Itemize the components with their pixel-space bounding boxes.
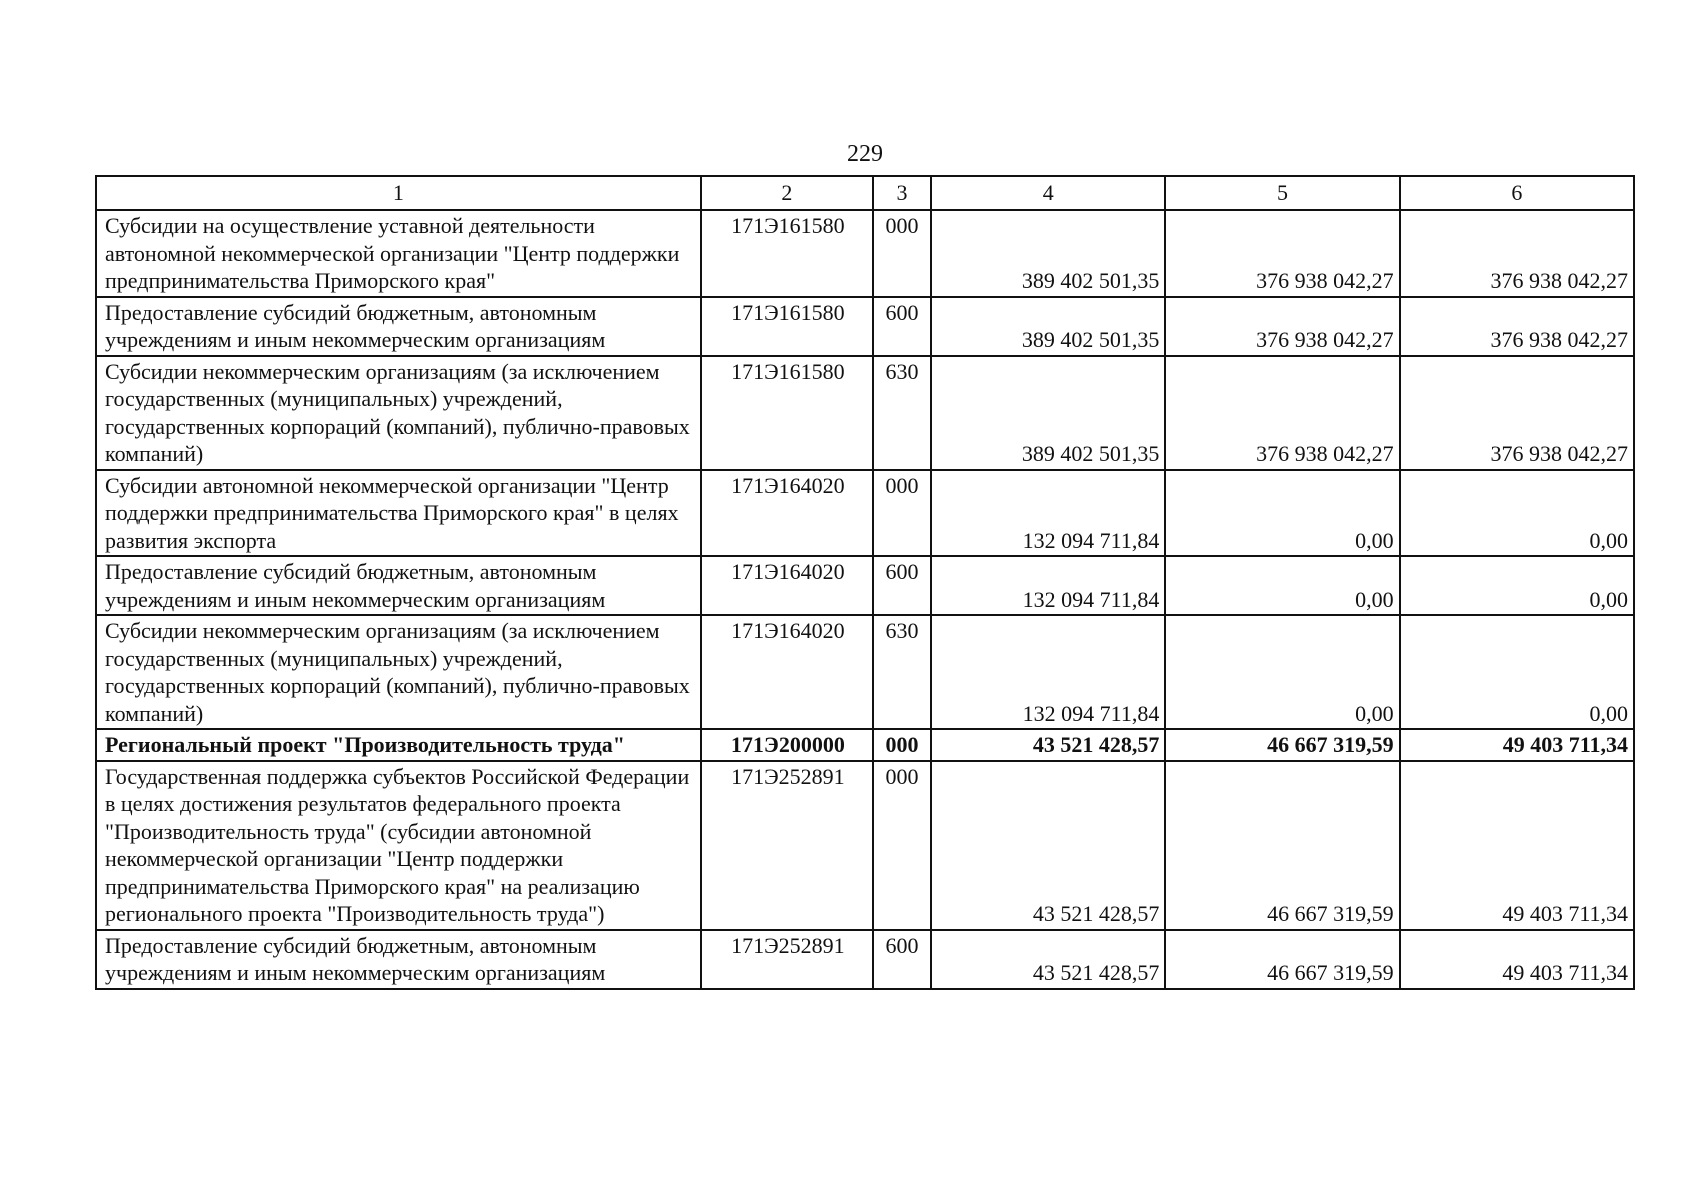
table-row bbox=[96, 470, 1634, 557]
column-header-6: 6 bbox=[1400, 176, 1634, 210]
row-value-col6-cell: 0,00 bbox=[1400, 470, 1634, 557]
column-header-2: 2 bbox=[701, 176, 873, 210]
row-value-col5-cell: 0,00 bbox=[1165, 470, 1399, 557]
row-name-cell: Предоставление субсидий бюджетным, автономным учреждениям и иным некоммерческим организациям bbox=[96, 297, 701, 356]
row-name-cell: Субсидии на осуществление уставной деятельности автономной некоммерческой организации "Центр поддержки предпринимательства Приморского края" bbox=[96, 210, 701, 297]
row-value-col5-cell: 376 938 042,27 bbox=[1165, 356, 1399, 470]
row-value-col6-cell: 49 403 711,34 bbox=[1400, 761, 1634, 930]
row-type-cell: 600 bbox=[873, 930, 931, 989]
row-name-cell: Субсидии некоммерческим организациям (за исключением государственных (муниципальных) учреждений, государственных корпораций (компаний), публично-правовых компаний) bbox=[96, 356, 701, 470]
row-code-cell: 171Э161580 bbox=[701, 356, 873, 470]
row-type-cell: 000 bbox=[873, 210, 931, 297]
row-code-cell: 171Э161580 bbox=[701, 297, 873, 356]
page-number: 229 bbox=[847, 141, 883, 167]
row-value-col5-cell: 0,00 bbox=[1165, 615, 1399, 729]
row-value-col4-cell: 43 521 428,57 bbox=[931, 729, 1165, 761]
row-value-col6-cell: 376 938 042,27 bbox=[1400, 297, 1634, 356]
row-value-col5-cell: 46 667 319,59 bbox=[1165, 761, 1399, 930]
row-value-col4-cell: 389 402 501,35 bbox=[931, 356, 1165, 470]
row-value-col6-cell: 0,00 bbox=[1400, 615, 1634, 729]
row-value-col6-cell: 0,00 bbox=[1400, 556, 1634, 615]
row-value-col5-cell: 46 667 319,59 bbox=[1165, 729, 1399, 761]
row-type-cell: 600 bbox=[873, 556, 931, 615]
column-header-5: 5 bbox=[1165, 176, 1399, 210]
row-value-col5-cell: 46 667 319,59 bbox=[1165, 930, 1399, 989]
row-type-cell: 630 bbox=[873, 615, 931, 729]
row-value-col6-cell: 49 403 711,34 bbox=[1400, 930, 1634, 989]
row-value-col4-cell: 132 094 711,84 bbox=[931, 615, 1165, 729]
table-row bbox=[96, 729, 1634, 761]
row-value-col6-cell: 376 938 042,27 bbox=[1400, 356, 1634, 470]
row-name-cell: Предоставление субсидий бюджетным, автономным учреждениям и иным некоммерческим организациям bbox=[96, 556, 701, 615]
row-code-cell: 171Э164020 bbox=[701, 470, 873, 557]
table-row bbox=[96, 556, 1634, 615]
row-value-col4-cell: 43 521 428,57 bbox=[931, 930, 1165, 989]
column-header-4: 4 bbox=[931, 176, 1165, 210]
row-code-cell: 171Э200000 bbox=[701, 729, 873, 761]
table-row bbox=[96, 761, 1634, 930]
row-type-cell: 000 bbox=[873, 729, 931, 761]
row-value-col4-cell: 389 402 501,35 bbox=[931, 210, 1165, 297]
row-value-col5-cell: 376 938 042,27 bbox=[1165, 297, 1399, 356]
row-value-col6-cell: 376 938 042,27 bbox=[1400, 210, 1634, 297]
row-value-col4-cell: 43 521 428,57 bbox=[931, 761, 1165, 930]
budget-table bbox=[95, 175, 1635, 990]
row-value-col4-cell: 132 094 711,84 bbox=[931, 556, 1165, 615]
row-code-cell: 171Э161580 bbox=[701, 210, 873, 297]
row-code-cell: 171Э252891 bbox=[701, 930, 873, 989]
row-type-cell: 630 bbox=[873, 356, 931, 470]
row-value-col5-cell: 0,00 bbox=[1165, 556, 1399, 615]
row-type-cell: 000 bbox=[873, 470, 931, 557]
table-row bbox=[96, 210, 1634, 297]
row-code-cell: 171Э252891 bbox=[701, 761, 873, 930]
column-header-3: 3 bbox=[873, 176, 931, 210]
row-type-cell: 000 bbox=[873, 761, 931, 930]
row-value-col4-cell: 389 402 501,35 bbox=[931, 297, 1165, 356]
table-row bbox=[96, 615, 1634, 729]
row-value-col6-cell: 49 403 711,34 bbox=[1400, 729, 1634, 761]
table-row bbox=[96, 356, 1634, 470]
row-name-cell: Государственная поддержка субъектов Российской Федерации в целях достижения результатов федерального проекта "Производительность труда" (субсидии автономной некоммерческой организации "Центр поддержки предпринимательства Приморского края" на реализацию регионального проекта "Производительность труда") bbox=[96, 761, 701, 930]
row-value-col4-cell: 132 094 711,84 bbox=[931, 470, 1165, 557]
table-row bbox=[96, 930, 1634, 989]
row-code-cell: 171Э164020 bbox=[701, 615, 873, 729]
row-code-cell: 171Э164020 bbox=[701, 556, 873, 615]
row-name-cell: Субсидии некоммерческим организациям (за исключением государственных (муниципальных) учреждений, государственных корпораций (компаний), публично-правовых компаний) bbox=[96, 615, 701, 729]
column-header-1: 1 bbox=[96, 176, 701, 210]
row-value-col5-cell: 376 938 042,27 bbox=[1165, 210, 1399, 297]
row-type-cell: 600 bbox=[873, 297, 931, 356]
header-row bbox=[96, 176, 1634, 210]
row-name-cell: Субсидии автономной некоммерческой организации "Центр поддержки предпринимательства Приморского края" в целях развития экспорта bbox=[96, 470, 701, 557]
row-name-cell: Предоставление субсидий бюджетным, автономным учреждениям и иным некоммерческим организациям bbox=[96, 930, 701, 989]
row-name-cell: Региональный проект "Производительность труда" bbox=[96, 729, 701, 761]
table-row bbox=[96, 297, 1634, 356]
